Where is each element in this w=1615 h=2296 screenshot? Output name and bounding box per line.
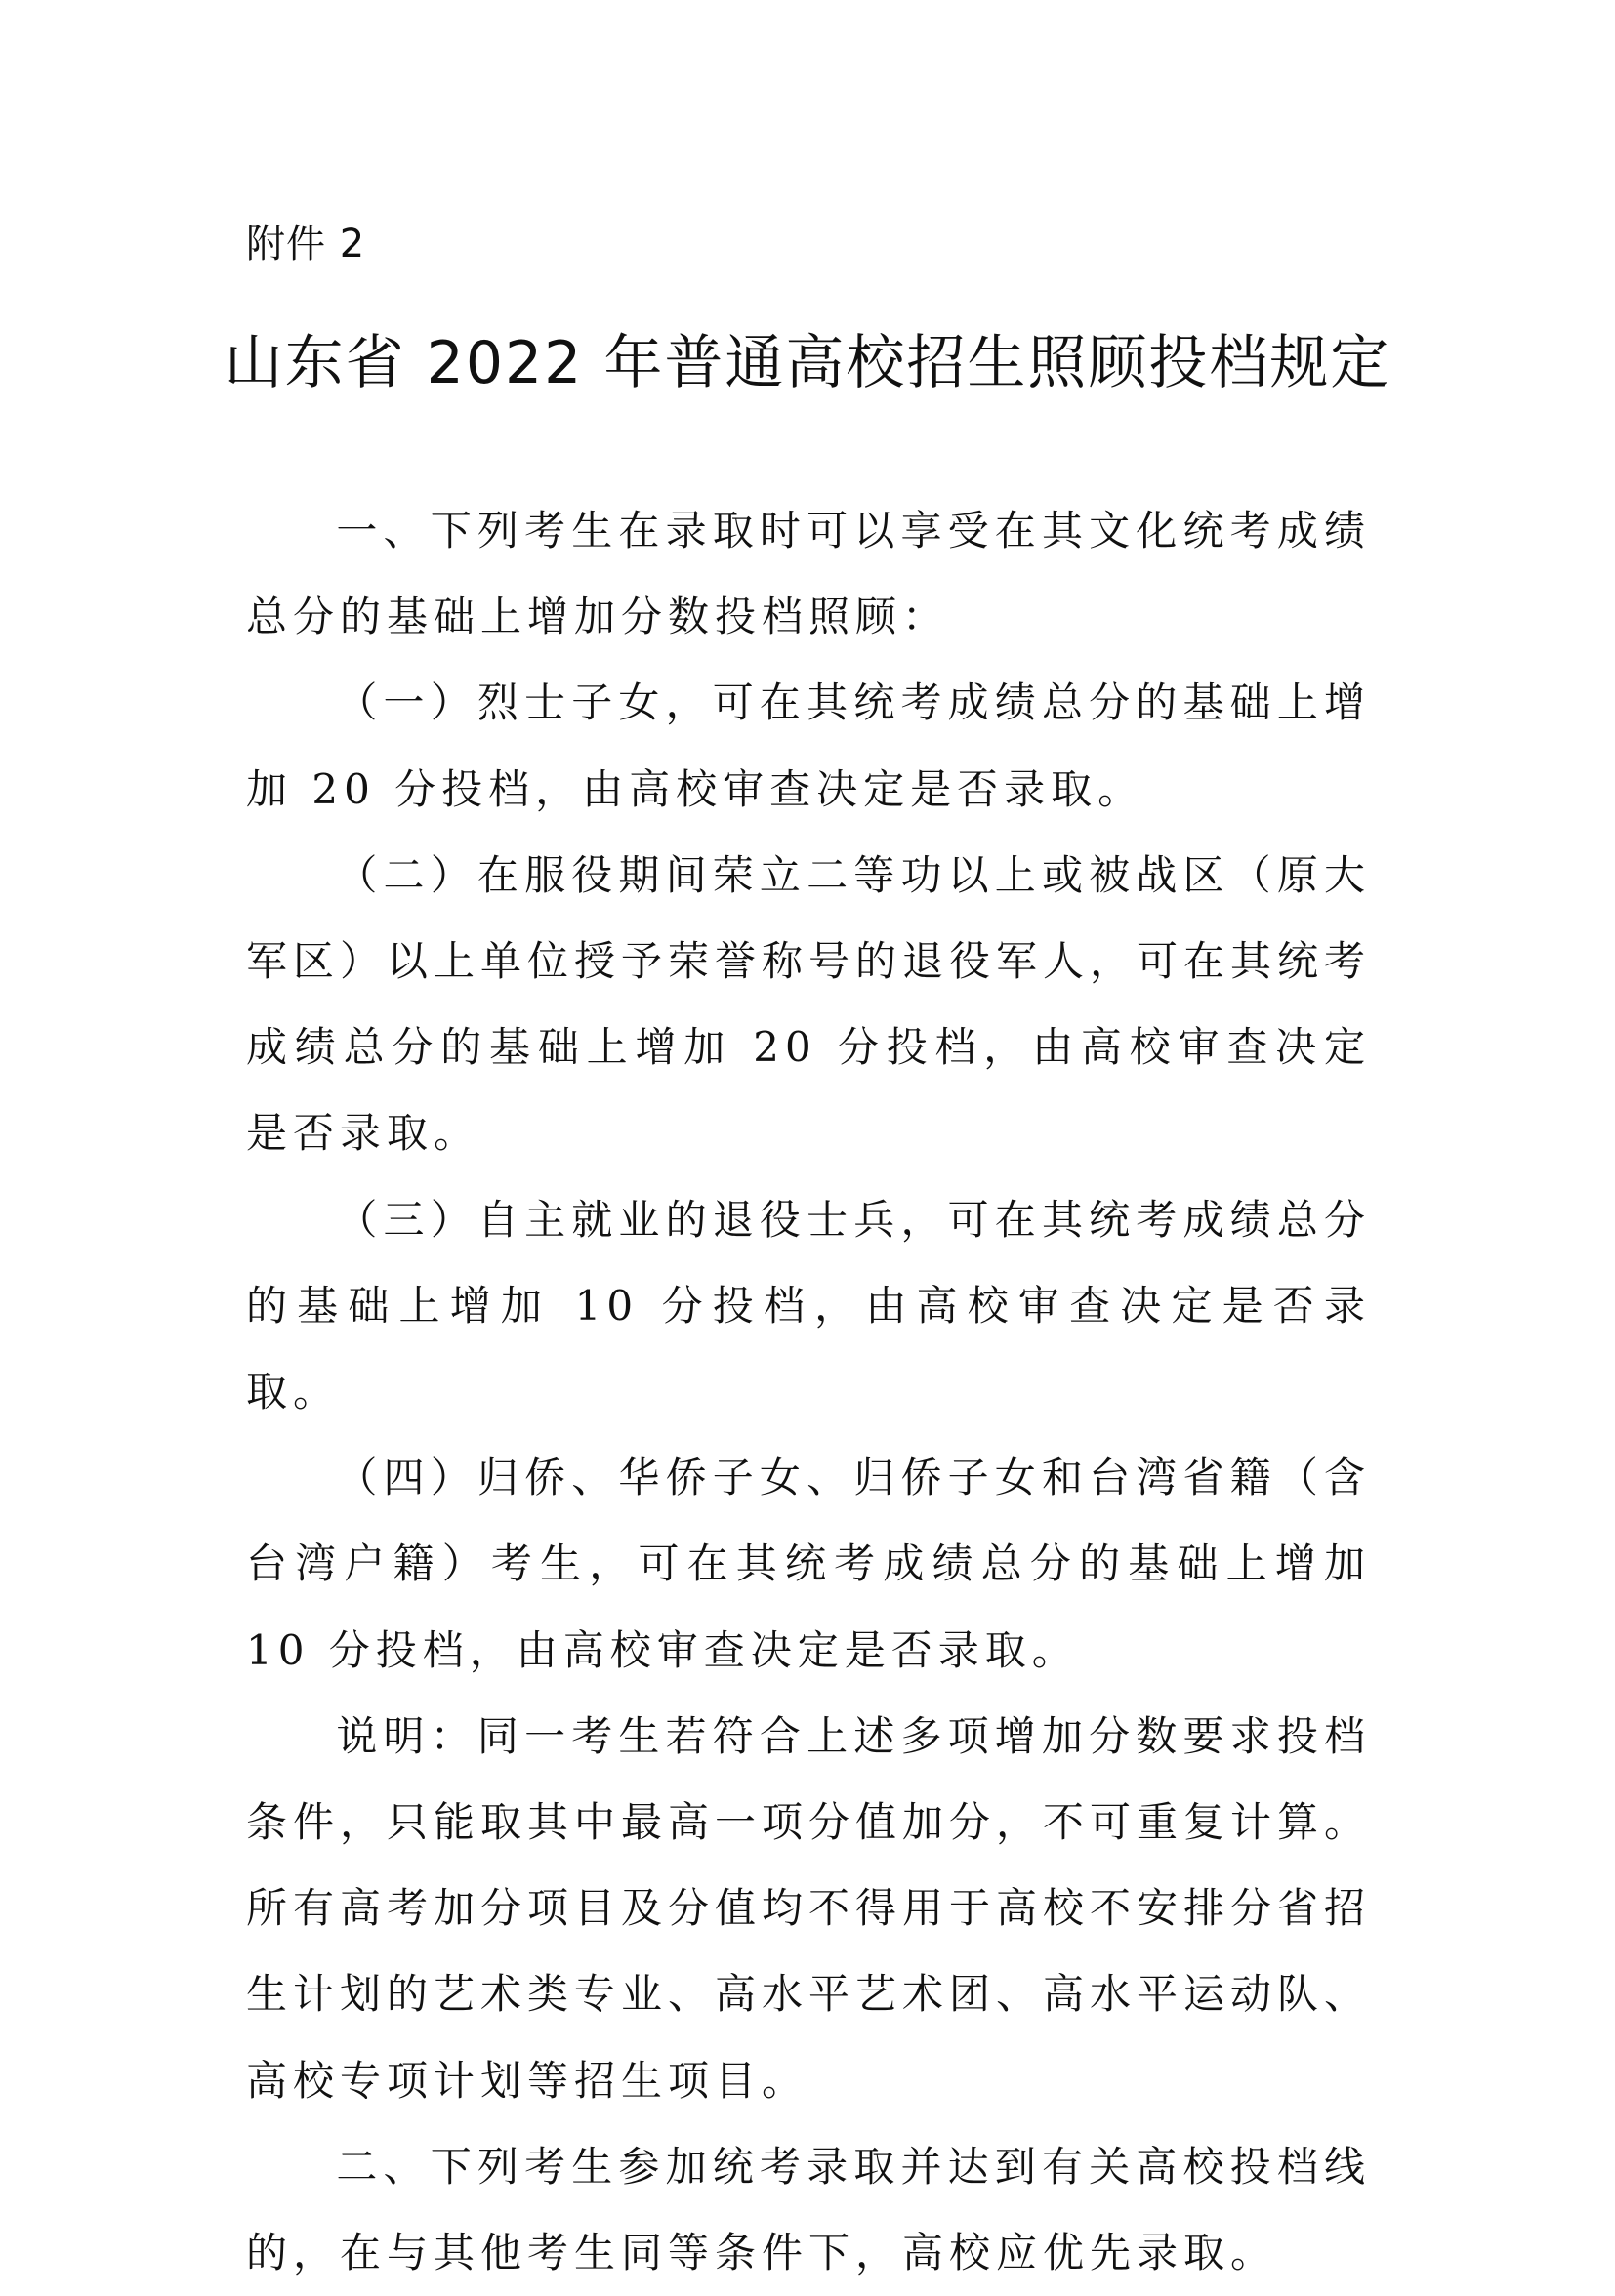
section-one-intro: 一、下列考生在录取时可以享受在其文化统考成绩总分的基础上增加分数投档照顾：: [246, 507, 1371, 641]
document-title: 山东省 2022 年普通高校招生照顾投档规定: [224, 329, 1391, 397]
note-paragraph: 说明：同一考生若符合上述多项增加分数要求投档条件，只能取其中最高一项分值加分，不可重复计算。所有高考加分项目及分值均不得用于高校不安排分省招生计划的艺术类专业、高水平艺术团、高水平运动队、高校专项计划等招生项目。: [246, 1711, 1372, 2105]
item-decorated-veterans: （二）在服役期间荣立二等功以上或被战区（原大军区）以上单位授予荣誉称号的退役军人，可在其统考成绩总分的基础上增加 20 分投档，由高校审查决定是否录取。: [246, 850, 1372, 1158]
attachment-label: 附件 2: [246, 222, 366, 266]
section-two-intro: 二、下列考生参加统考录取并达到有关高校投档线的，在与其他考生同等条件下，高校应优先录取。: [246, 2142, 1371, 2277]
document-body: [246, 488, 1371, 2296]
item-overseas-chinese: （四）归侨、华侨子女、归侨子女和台湾省籍（含台湾户籍）考生，可在其统考成绩总分的基础上增加 10 分投档，由高校审查决定是否录取。: [246, 1454, 1371, 1674]
item-discharged-soldiers: （三）自主就业的退役士兵，可在其统考成绩总分的基础上增加 10 分投档，由高校审查决定是否录取。: [246, 1195, 1371, 1416]
item-martyr-children: （一）烈士子女，可在其统考成绩总分的基础上增加 20 分投档，由高校审查决定是否录取。: [246, 678, 1371, 813]
